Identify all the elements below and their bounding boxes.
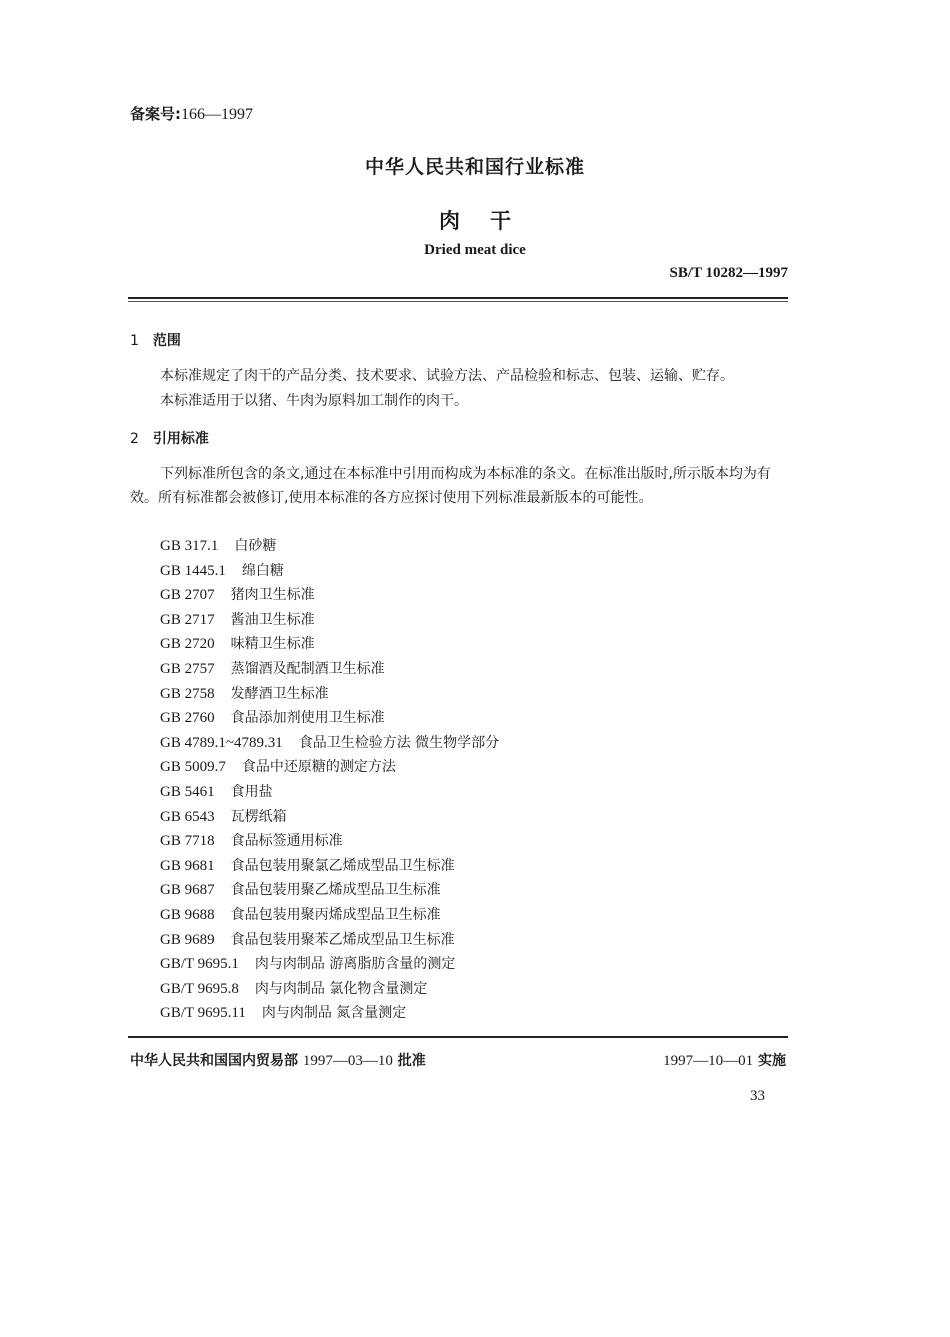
reference-item — [160, 534, 499, 559]
reference-item — [160, 952, 499, 977]
reference-item — [160, 805, 499, 830]
footer-divider — [128, 1036, 788, 1038]
reference-title: 食品标签通用标准 — [230, 833, 343, 850]
page-number: 33 — [750, 1088, 765, 1104]
reference-title: 食品包装用聚丙烯成型品卫生标准 — [230, 906, 441, 923]
reference-title: 食品添加剂使用卫生标准 — [230, 710, 385, 727]
section-heading-references — [130, 428, 209, 448]
section-title: 范围 — [152, 333, 181, 349]
reference-item — [160, 829, 499, 854]
references-intro-text: 下列标准所包含的条文,通过在本标准中引用而构成为本标准的条文。在标准出版时,所示版本均为有效。所有标准都会被修订,使用本标准的各方应探讨使用下列标准最新版本的可能性。 — [130, 466, 771, 506]
reference-code: GB 5009.7 — [160, 759, 226, 776]
reference-title: 绵白糖 — [241, 562, 284, 579]
reference-item — [160, 780, 499, 805]
reference-code: GB 2717 — [160, 611, 215, 628]
reference-code: GB 1445.1 — [160, 562, 226, 579]
reference-code: GB 9687 — [160, 882, 215, 899]
reference-code: GB 2720 — [160, 636, 215, 653]
effective-date: 1997—10—01 — [663, 1053, 754, 1069]
reference-list — [160, 534, 499, 1026]
reference-item — [160, 755, 499, 780]
reference-title: 食品包装用聚乙烯成型品卫生标准 — [230, 882, 441, 899]
approval-line — [130, 1050, 426, 1070]
reference-code: GB/T 9695.11 — [160, 1005, 246, 1022]
header-divider — [128, 297, 788, 299]
reference-code: GB 2760 — [160, 710, 215, 727]
header-divider-thin — [128, 301, 788, 302]
reference-item — [160, 977, 499, 1002]
reference-title: 肉与肉制品 氯化物含量测定 — [254, 980, 428, 997]
reference-code: GB 9688 — [160, 906, 215, 923]
reference-item — [160, 706, 499, 731]
reference-title: 肉与肉制品 氮含量测定 — [261, 1005, 407, 1022]
approve-date: 1997—03—10 — [302, 1053, 393, 1069]
reference-item — [160, 928, 499, 953]
section-heading-scope — [130, 330, 181, 350]
reference-title: 白砂糖 — [234, 538, 277, 554]
reference-code: GB/T 9695.1 — [160, 956, 239, 973]
reference-item — [160, 682, 499, 707]
reference-code: GB 9689 — [160, 931, 215, 948]
reference-title: 味精卫生标准 — [230, 636, 315, 653]
section-title: 引用标准 — [152, 431, 209, 447]
approve-label: 批准 — [397, 1053, 426, 1069]
scope-paragraph-1: 本标准规定了肉干的产品分类、技术要求、试验方法、产品检验和标志、包装、运输、贮存。 — [160, 368, 734, 384]
reference-code: GB 2758 — [160, 685, 215, 702]
record-label: 备案号: — [130, 105, 181, 123]
document-subtitle: Dried meat dice — [424, 242, 526, 258]
reference-code: GB 9681 — [160, 857, 215, 874]
reference-code: GB 2757 — [160, 660, 215, 677]
references-intro-paragraph — [130, 462, 790, 510]
reference-item — [160, 731, 499, 756]
reference-item — [160, 632, 499, 657]
effective-line — [663, 1050, 786, 1070]
issuer: 中华人民共和国国内贸易部 — [130, 1053, 298, 1069]
document-code: SB/T 10282—1997 — [669, 265, 788, 281]
section-number: 1 — [130, 333, 139, 349]
reference-title: 食品包装用聚氯乙烯成型品卫生标准 — [230, 857, 455, 874]
scope-paragraph-2: 本标准适用于以猪、牛肉为原料加工制作的肉干。 — [160, 393, 468, 409]
section-number: 2 — [130, 431, 139, 447]
reference-code: GB 7718 — [160, 833, 215, 850]
reference-title: 肉与肉制品 游离脂肪含量的测定 — [254, 956, 456, 973]
reference-item — [160, 583, 499, 608]
reference-title: 瓦楞纸箱 — [230, 808, 287, 825]
reference-title: 发酵酒卫生标准 — [230, 685, 329, 702]
effective-label: 实施 — [758, 1053, 786, 1069]
reference-item — [160, 657, 499, 682]
record-value: 166—1997 — [181, 106, 253, 123]
reference-title: 食用盐 — [230, 783, 273, 800]
reference-code: GB 6543 — [160, 808, 215, 825]
reference-title: 食品中还原糖的测定方法 — [241, 759, 396, 776]
reference-title: 猪肉卫生标准 — [230, 587, 315, 604]
reference-item — [160, 559, 499, 584]
reference-code: GB 5461 — [160, 783, 215, 800]
reference-title: 酱油卫生标准 — [230, 611, 315, 628]
document-title: 肉干 — [439, 209, 541, 233]
reference-item — [160, 903, 499, 928]
record-number — [130, 103, 253, 124]
reference-title: 蒸馏酒及配制酒卫生标准 — [230, 660, 385, 677]
reference-item — [160, 1001, 499, 1026]
reference-item — [160, 854, 499, 879]
reference-code: GB 4789.1~4789.31 — [160, 734, 283, 751]
reference-title: 食品卫生检验方法 微生物学部分 — [298, 734, 500, 751]
reference-item — [160, 608, 499, 633]
reference-item — [160, 878, 499, 903]
standard-title: 中华人民共和国行业标准 — [364, 156, 585, 178]
reference-code: GB 317.1 — [160, 538, 219, 554]
reference-title: 食品包装用聚苯乙烯成型品卫生标准 — [230, 931, 455, 948]
reference-code: GB 2707 — [160, 587, 215, 604]
reference-code: GB/T 9695.8 — [160, 980, 239, 997]
